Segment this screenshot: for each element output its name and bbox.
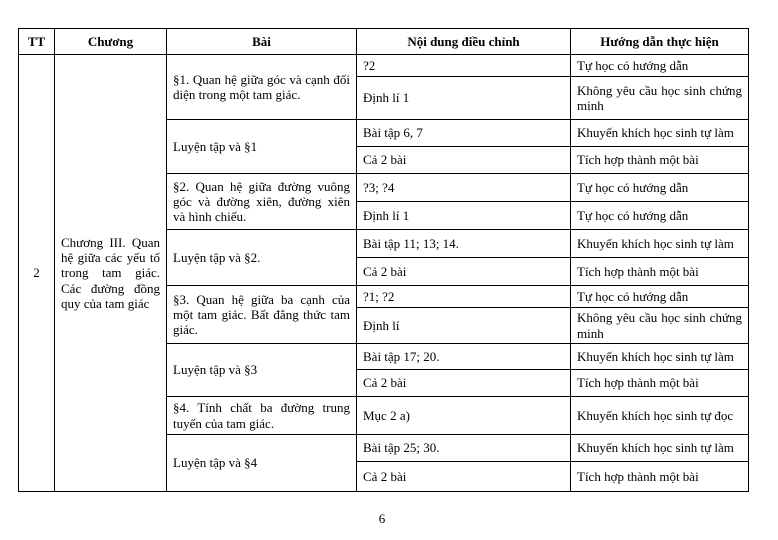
cell-tt: 2 [19, 55, 55, 492]
cell-noi-dung: Bài tập 11; 13; 14. [357, 230, 571, 258]
cell-huong-dan: Khuyến khích học sinh tự đọc [571, 397, 749, 435]
cell-bai-5: §3. Quan hệ giữa ba cạnh của một tam giác. Bất đẳng thức tam giác. [167, 286, 357, 344]
header-row [19, 29, 749, 55]
cell-noi-dung: Định lí 1 [357, 202, 571, 230]
cell-noi-dung: Mục 2 a) [357, 397, 571, 435]
header-cell-chuong: Chương [55, 29, 167, 55]
header-cell-noi-dung: Nội dung điều chỉnh [357, 29, 571, 55]
cell-bai-3: §2. Quan hệ giữa đường vuông góc và đường xiên, đường xiên và hình chiếu. [167, 174, 357, 230]
cell-huong-dan: Tự học có hướng dẫn [571, 174, 749, 202]
cell-huong-dan: Không yêu cầu học sinh chứng minh [571, 77, 749, 120]
cell-huong-dan: Tự học có hướng dẫn [571, 286, 749, 308]
header-cell-huong-dan: Hướng dẫn thực hiện [571, 29, 749, 55]
cell-noi-dung: Cả 2 bài [357, 462, 571, 492]
page-number: 6 [378, 511, 386, 526]
cell-huong-dan: Tích hợp thành một bài [571, 147, 749, 174]
cell-huong-dan: Tích hợp thành một bài [571, 462, 749, 492]
cell-huong-dan: Tích hợp thành một bài [571, 370, 749, 397]
cell-huong-dan: Khuyến khích học sinh tự làm [571, 435, 749, 462]
cell-bai-6: Luyện tập và §3 [167, 344, 357, 397]
cell-huong-dan: Khuyến khích học sinh tự làm [571, 120, 749, 147]
curriculum-adjustment-table [18, 28, 749, 492]
cell-noi-dung: Định lí 1 [357, 77, 571, 120]
header-cell-bai: Bài [167, 29, 357, 55]
cell-huong-dan: Tự học có hướng dẫn [571, 55, 749, 77]
cell-huong-dan: Khuyến khích học sinh tự làm [571, 344, 749, 370]
table-row [19, 55, 749, 77]
cell-bai-1: §1. Quan hệ giữa góc và cạnh đối diện trong một tam giác. [167, 55, 357, 120]
cell-noi-dung: Bài tập 6, 7 [357, 120, 571, 147]
cell-noi-dung: Cả 2 bài [357, 258, 571, 286]
cell-noi-dung: Bài tập 25; 30. [357, 435, 571, 462]
cell-huong-dan: Tự học có hướng dẫn [571, 202, 749, 230]
cell-noi-dung: Bài tập 17; 20. [357, 344, 571, 370]
cell-bai-8: Luyện tập và §4 [167, 435, 357, 492]
header-cell-tt: TT [19, 29, 55, 55]
cell-bai-4: Luyện tập và §2. [167, 230, 357, 286]
cell-noi-dung: ?2 [357, 55, 571, 77]
cell-bai-2: Luyện tập và §1 [167, 120, 357, 174]
cell-noi-dung: Cả 2 bài [357, 147, 571, 174]
cell-chuong: Chương III. Quan hệ giữa các yếu tố trong tam giác. Các đường đồng quy của tam giác [55, 55, 167, 492]
cell-noi-dung: ?3; ?4 [357, 174, 571, 202]
cell-noi-dung: ?1; ?2 [357, 286, 571, 308]
cell-huong-dan: Không yêu cầu học sinh chứng minh [571, 308, 749, 344]
cell-huong-dan: Khuyến khích học sinh tự làm [571, 230, 749, 258]
cell-huong-dan: Tích hợp thành một bài [571, 258, 749, 286]
cell-noi-dung: Cả 2 bài [357, 370, 571, 397]
cell-noi-dung: Định lí [357, 308, 571, 344]
cell-bai-7: §4. Tính chất ba đường trung tuyến của tam giác. [167, 397, 357, 435]
